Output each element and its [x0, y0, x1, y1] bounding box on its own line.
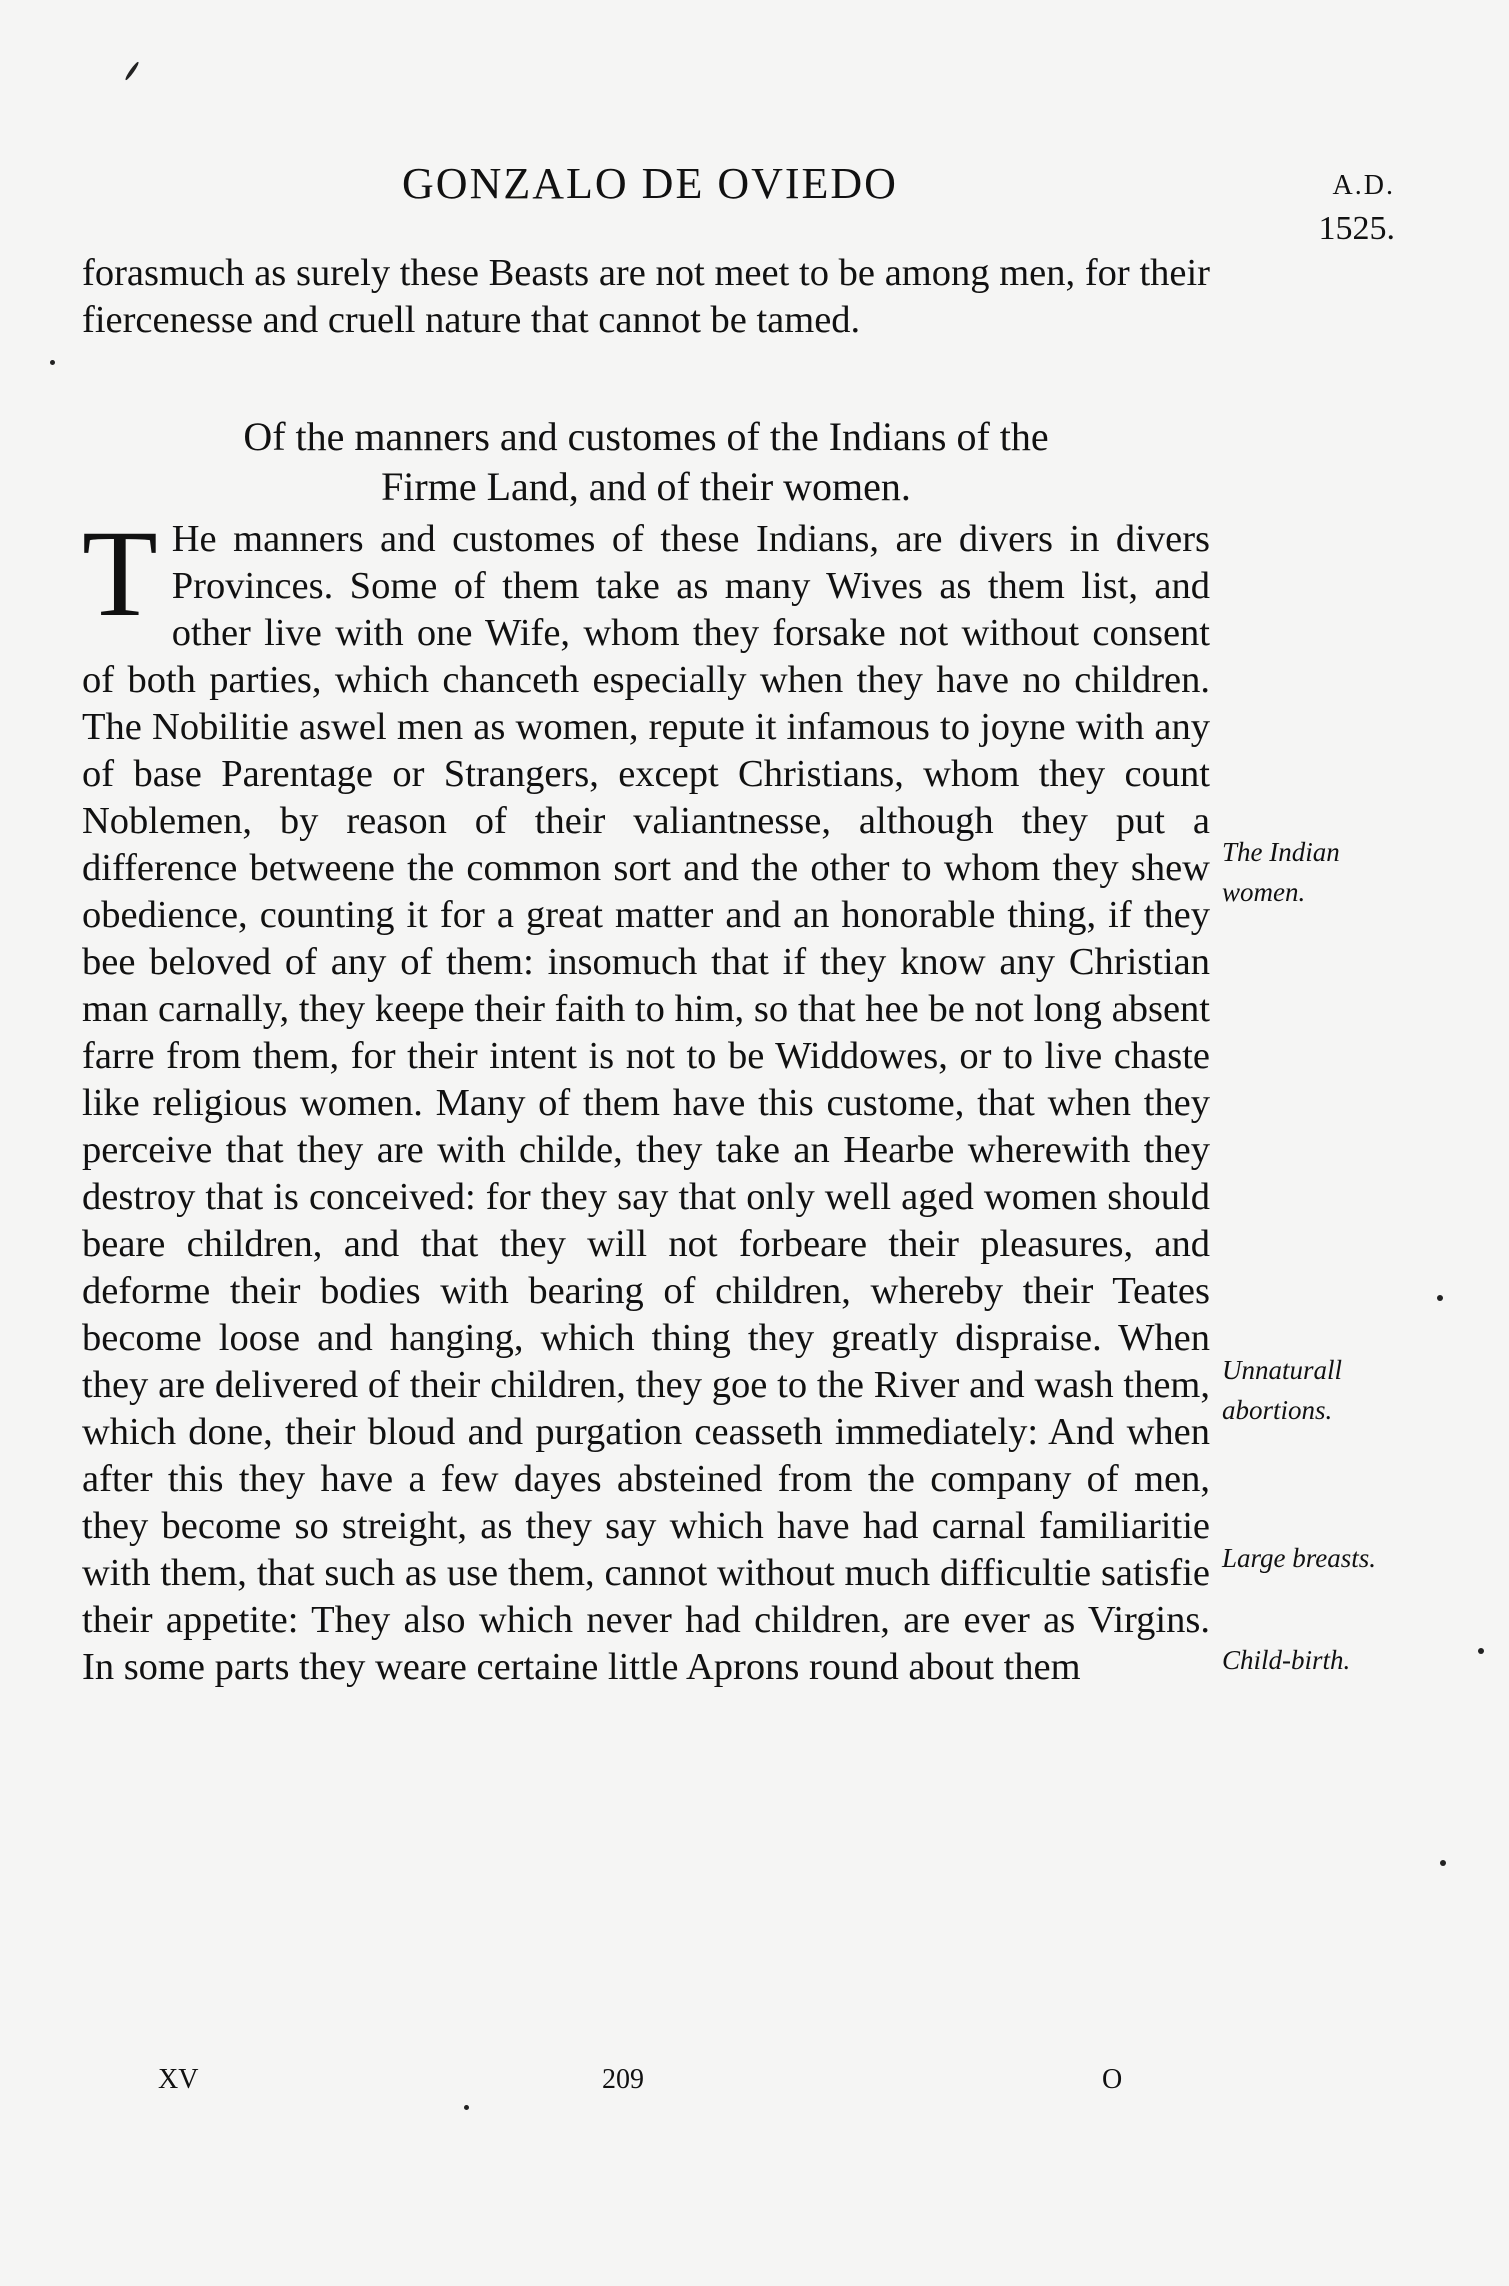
- scan-mark: [464, 2105, 469, 2110]
- margin-note-line: Unnaturall: [1222, 1355, 1343, 1385]
- continuation-paragraph: forasmuch as surely these Beasts are not meet to be among men, for their fiercenesse and cruell nature that cannot be tamed.: [82, 252, 1210, 341]
- footer-page-number: 209: [602, 2064, 644, 2095]
- main-text-column: [82, 250, 1210, 1691]
- scan-mark: [1440, 1860, 1446, 1866]
- scan-mark: [50, 360, 55, 365]
- margin-note-indian-women: [1222, 832, 1340, 912]
- scan-mark: [124, 61, 140, 81]
- drop-cap: T: [82, 505, 158, 642]
- footer-signature: XV: [158, 2064, 199, 2095]
- margin-note-child-birth: [1222, 1640, 1350, 1680]
- margin-note-large-breasts: [1222, 1538, 1376, 1578]
- footer-gathering: O: [1102, 2064, 1123, 2095]
- section-heading-line-1: Of the manners and customes of the Indians of the: [243, 414, 1049, 459]
- body-text: He manners and customes of these Indians, are divers in divers Provinces. Some of them take as many Wives as them list, and other live with one Wife, whom they forsake not without consent of both parties, which chanceth especially when they have no children. The Nobilitie aswel men as women, repute it infamous to joyne with any of base Parentage or Strangers, except Christians, whom they count Noblemen, by reason of their valiantnesse, although they put a difference betweene the common sort and the other to whom they shew obedience, counting it for a great matter and an honorable thing, if they bee beloved of any of them: insomuch that if they know any Christian man carnally, they keepe their faith to him, so that hee be not long absent farre from them, for their intent is not to be Widdowes, or to live chaste like religious women. Many of them have this custome, that when they perceive that they are with childe, they take an Hearbe wherewith they destroy that is conceived: for they say that only well aged women should beare children, and that they will not forbeare their pleasures, and deforme their bodies with bearing of children, whereby their Teates become loose and hanging, which thing they greatly dispraise. When they are delivered of their children, they goe to the River and wash them, which done, their bloud and purgation ceasseth immediately: And when after this they have a few dayes absteined from the company of men, they become so streight, as they say which have had carnal familiaritie with them, that such as use them, cannot without much difficultie satisfie their appetite: They also which never had children, are ever as Virgins. In some parts they weare certaine little Aprons round about them: [82, 518, 1210, 1688]
- running-title: GONZALO DE OVIEDO: [402, 159, 898, 208]
- margin-note-line: Child-birth.: [1222, 1645, 1351, 1675]
- margin-note-line: Large breasts.: [1222, 1543, 1377, 1573]
- section-heading-line-2: Firme Land, and of their women.: [381, 464, 911, 509]
- date-marker: [1265, 170, 1395, 248]
- scan-mark: [1478, 1648, 1484, 1654]
- section-heading: [82, 412, 1210, 512]
- year-label: 1525.: [1318, 210, 1395, 247]
- era-label: A.D.: [1332, 170, 1395, 201]
- margin-note-line: abortions.: [1222, 1395, 1333, 1425]
- margin-note-line: women.: [1222, 877, 1306, 907]
- margin-note-abortions: [1222, 1350, 1342, 1430]
- margin-note-line: The Indian: [1222, 837, 1340, 867]
- scan-mark: [1437, 1295, 1443, 1301]
- body-paragraph: [82, 505, 1210, 1691]
